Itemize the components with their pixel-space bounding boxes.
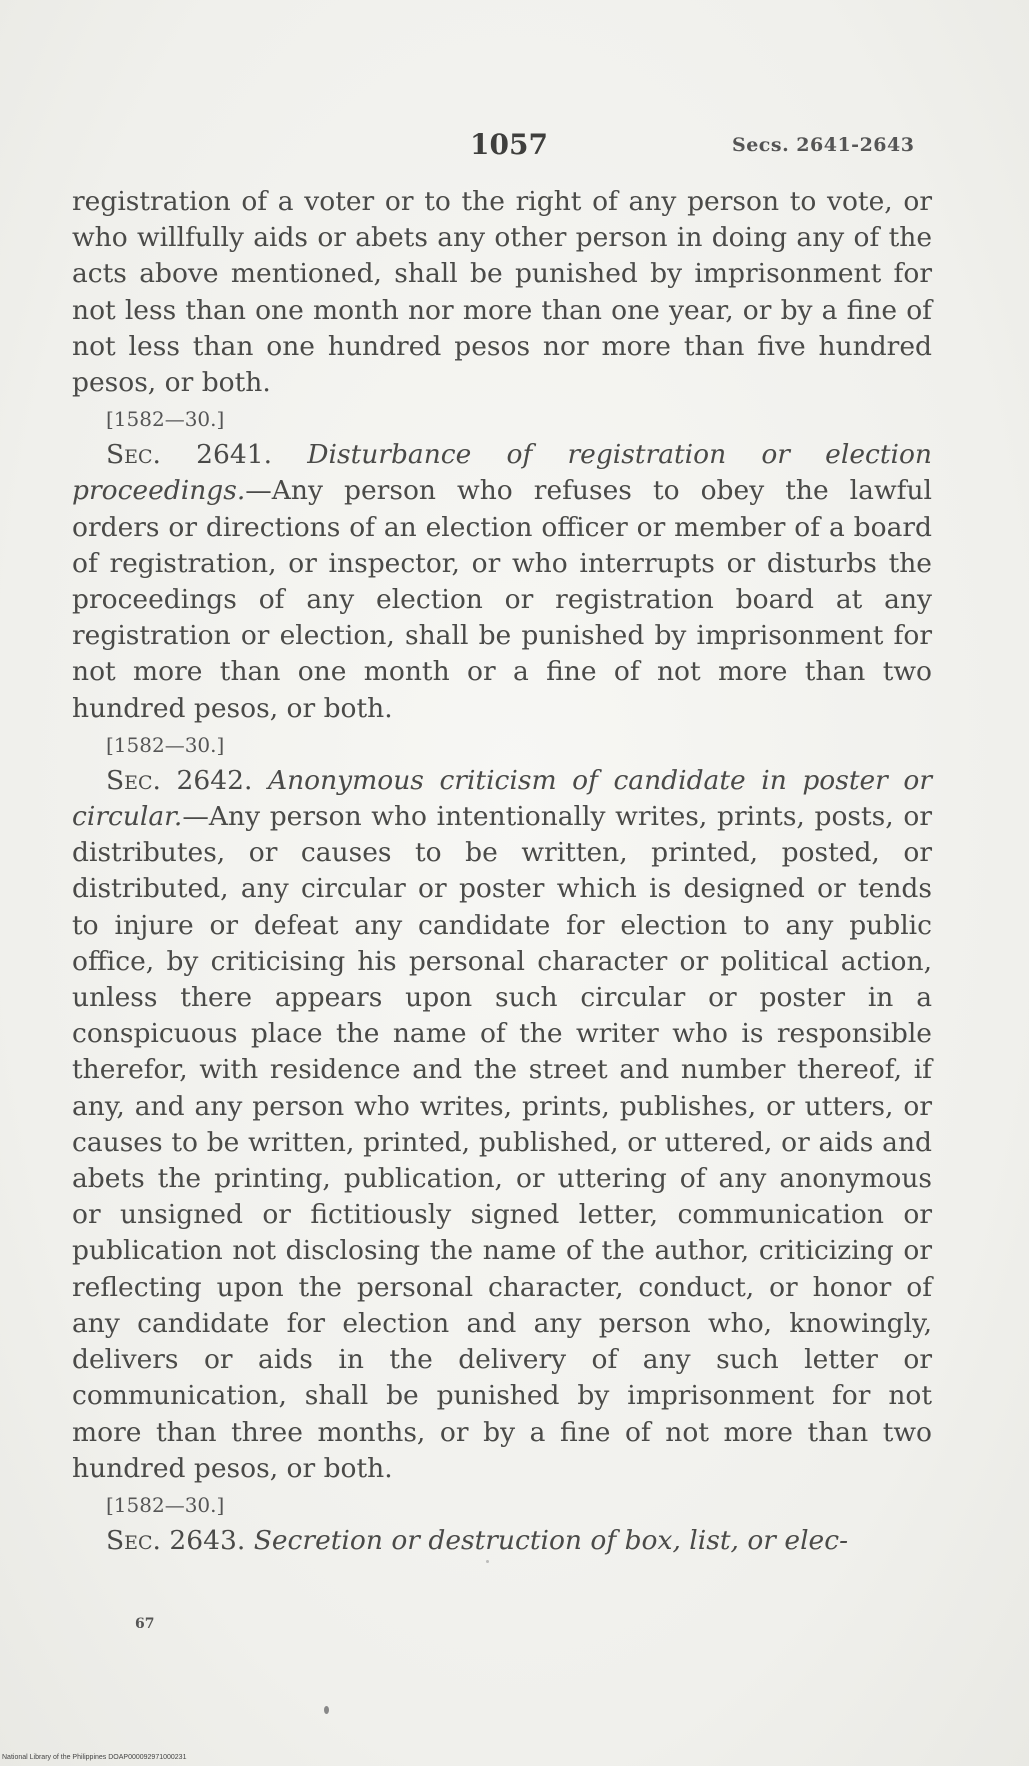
section-text: —Any person who refuses to obey the lawful orders or directions of an election officer or member of a board of registration, or inspector, or who interrupts or disturbs the proceedings of any election or registration board at any registration or election, shall be punished by imprisonment for not more than one month or a fine of not more than two hundred pesos, or both. — [72, 475, 932, 724]
section-2643 — [72, 1523, 932, 1559]
citation: [1582—30.] — [106, 1492, 225, 1517]
citation: [1582—30.] — [106, 407, 225, 432]
paragraph-continuation: registration of a voter or to the right of any person to vote, or who willfully aids or abets any other person in doing any of the acts above mentioned, shall be punished by imprisonment for not less than one month nor more than one year, or by a fine of not less than one hundred pesos nor more than five hundred pesos, or both. — [72, 186, 932, 399]
citation: [1582—30.] — [106, 732, 225, 757]
section-2642 — [72, 763, 932, 1487]
section-label: Sec. 2643. — [106, 1524, 246, 1556]
section-text: —Any person who intentionally writes, prints, posts, or distributes, or causes to be written, printed, posted, or distributed, any circular or poster which is designed or tends to injure or defeat any candidate for election to any public office, by criticising his personal character or political action, unless there appears upon such circular or poster in a conspicuous place the name of the writer who is responsible therefor, with residence and the street and number thereof, if any, and any person who writes, prints, publishes, or utters, or causes to be written, printed, published, or uttered, or aids and abets the printing, publication, or uttering of any anonymous or unsigned or fictitiously signed letter, communication or publication not disclosing the name of the author, criticizing or reflecting upon the personal character, conduct, or honor of any candidate for election and any person who, knowingly, delivers or aids in the delivery of any such letter or communication, shall be punished by imprisonment for not more than three months, or by a fine of not more than two hundred pesos, or both. — [72, 801, 932, 1484]
paper-speck — [486, 1560, 489, 1563]
page-header — [0, 128, 1029, 164]
section-title: Secretion or destruction of box, list, or elec- — [253, 1524, 849, 1556]
source-note: National Library of the Philippines DOAP000092971000231 — [2, 1754, 187, 1761]
section-label: Sec. 2642. — [106, 764, 253, 796]
running-head: Secs. 2641-2643 — [732, 134, 915, 156]
section-title: Disturbance of registration or election proceedings. — [72, 439, 932, 507]
section-title: Anonymous criticism of candidate in poster or circular. — [72, 764, 932, 833]
section-2641 — [72, 437, 932, 727]
signature-mark: 67 — [135, 1616, 155, 1632]
page-number: 1057 — [470, 128, 548, 161]
paper-speck — [324, 1706, 329, 1714]
section-label: Sec. 2641. — [106, 439, 273, 471]
body-text — [72, 184, 932, 1559]
